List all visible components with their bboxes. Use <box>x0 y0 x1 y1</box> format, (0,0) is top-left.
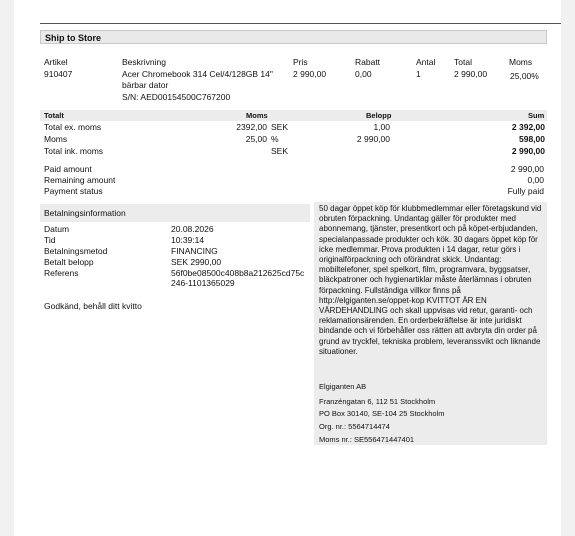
totals-col-belopp: Belopp <box>366 111 392 120</box>
item-discount: 0,00 <box>355 69 372 79</box>
totals-belopp: 2 990,00 <box>356 134 390 144</box>
payment-reference: 56f0be08500c408b8a212625cd75c246-1101365029 <box>171 268 305 288</box>
payment-label: Referens <box>44 268 79 278</box>
totals-col-moms: Moms <box>246 111 268 120</box>
totals-label: Moms <box>44 134 68 144</box>
remaining-amount-row <box>44 175 544 186</box>
item-total: 2 990,00 <box>454 69 488 79</box>
payment-row <box>44 257 304 268</box>
table-row <box>40 134 547 145</box>
table-row <box>40 122 547 133</box>
payment-label: Datum <box>44 224 70 234</box>
clipped-currency-label <box>314 0 336 1</box>
col-vat: Moms <box>509 57 533 67</box>
paid-amount-row <box>44 164 544 175</box>
payment-row <box>44 235 304 246</box>
totals-belopp: 1,00 <box>373 122 390 132</box>
payment-label: Betalt belopp <box>44 257 94 267</box>
totals-label: Total ex. moms <box>44 122 102 132</box>
section-title: Ship to Store <box>40 30 547 44</box>
payment-label: Tid <box>44 235 56 245</box>
totals-sum: 598,00 <box>519 134 545 144</box>
approved-note: Godkänd, behåll ditt kvitto <box>44 301 142 311</box>
company-address: Franzéngatan 6, 112 51 Stockholm <box>319 397 436 406</box>
totals-unit: % <box>271 134 279 144</box>
payment-row <box>44 246 304 257</box>
payment-label: Betalningsmetod <box>44 246 108 256</box>
company-org-number: Org. nr.: 5564714474 <box>319 422 390 431</box>
item-qty: 1 <box>416 69 421 79</box>
payment-info-title: Betalningsinformation <box>40 204 310 222</box>
payment-row <box>44 224 304 235</box>
totals-moms: 2392,00 <box>236 122 267 132</box>
paid-label: Payment status <box>44 186 103 196</box>
totals-col-total: Totalt <box>44 111 64 120</box>
col-qty: Antal <box>416 57 436 67</box>
totals-col-sum: Sum <box>528 111 545 120</box>
clipped-currency-value <box>394 0 410 1</box>
terms-box <box>314 202 547 445</box>
col-description: Beskrivning <box>122 57 166 67</box>
top-divider <box>40 23 561 24</box>
totals-unit: SEK <box>271 146 289 156</box>
totals-unit: SEK <box>271 122 289 132</box>
item-vat: 25,00% <box>510 71 539 81</box>
payment-value: SEK 2990,00 <box>171 257 222 267</box>
col-article: Artikel <box>44 57 68 67</box>
col-total: Total <box>454 57 472 67</box>
company-po-box: PO Box 30140, SE-104 25 Stockholm <box>319 409 445 418</box>
payment-value: FINANCING <box>171 246 218 256</box>
totals-label: Total ink. moms <box>44 146 104 156</box>
paid-value: Fully paid <box>507 186 544 196</box>
item-serial: S/N: AED00154500C767200 <box>122 92 231 102</box>
item-price: 2 990,00 <box>293 69 327 79</box>
totals-moms: 25,00 <box>245 134 267 144</box>
payment-value: 10:39:14 <box>171 235 205 245</box>
paid-label: Remaining amount <box>44 175 116 185</box>
payment-status-row <box>44 186 544 197</box>
paid-value: 0,00 <box>527 175 544 185</box>
totals-header <box>40 110 547 121</box>
item-description: Acer Chromebook 314 Cel/4/128GB 14" bärbar dator <box>122 69 273 90</box>
terms-text: 50 dagar öppet köp för klubbmedlemmar eller företagskund vid obruten förpackning. Undantag gäller för produkter med abonnemang, tjänster, presentkort och på köpet-erbjudanden, specialanpassade produkter och kök. 30 dagars öppet köp för icke medlemmar. Prova produkten i 14 dagar, retur görs i originalförpackning och oförändrat skick. Undantag: mobiltelefoner, spel spelkort, film, programvara, byggsatser, bläckpatroner och hygienartiklar måste återlämnas i obruten förpackning. Fullständiga villkor finns på http://elgiganten.se/oppet-kop KVITTOT ÄR EN VÄRDEHANDLING och skall uppvisas vid retur, garanti- och reklamationsärenden. En orderbekräftelse är inte juridiskt bindande och vi förbehåller oss rätten att avbryta din order på grund av tryckfel, tekniska problem, leveranssvikt och liknande situationer. <box>319 204 542 356</box>
payment-row <box>44 268 305 288</box>
col-price: Pris <box>293 57 308 67</box>
paid-value: 2 990,00 <box>510 164 544 174</box>
totals-sum: 2 990,00 <box>511 146 545 156</box>
col-discount: Rabatt <box>355 57 381 67</box>
company-vat-number: Moms nr.: SE556471447401 <box>319 435 415 444</box>
payment-value: 20.08.2026 <box>171 224 214 234</box>
company-name: Elgiganten AB <box>319 382 367 391</box>
item-article: 910407 <box>44 69 73 79</box>
totals-sum: 2 392,00 <box>511 122 545 132</box>
paid-label: Paid amount <box>44 164 92 174</box>
table-row <box>40 146 547 157</box>
